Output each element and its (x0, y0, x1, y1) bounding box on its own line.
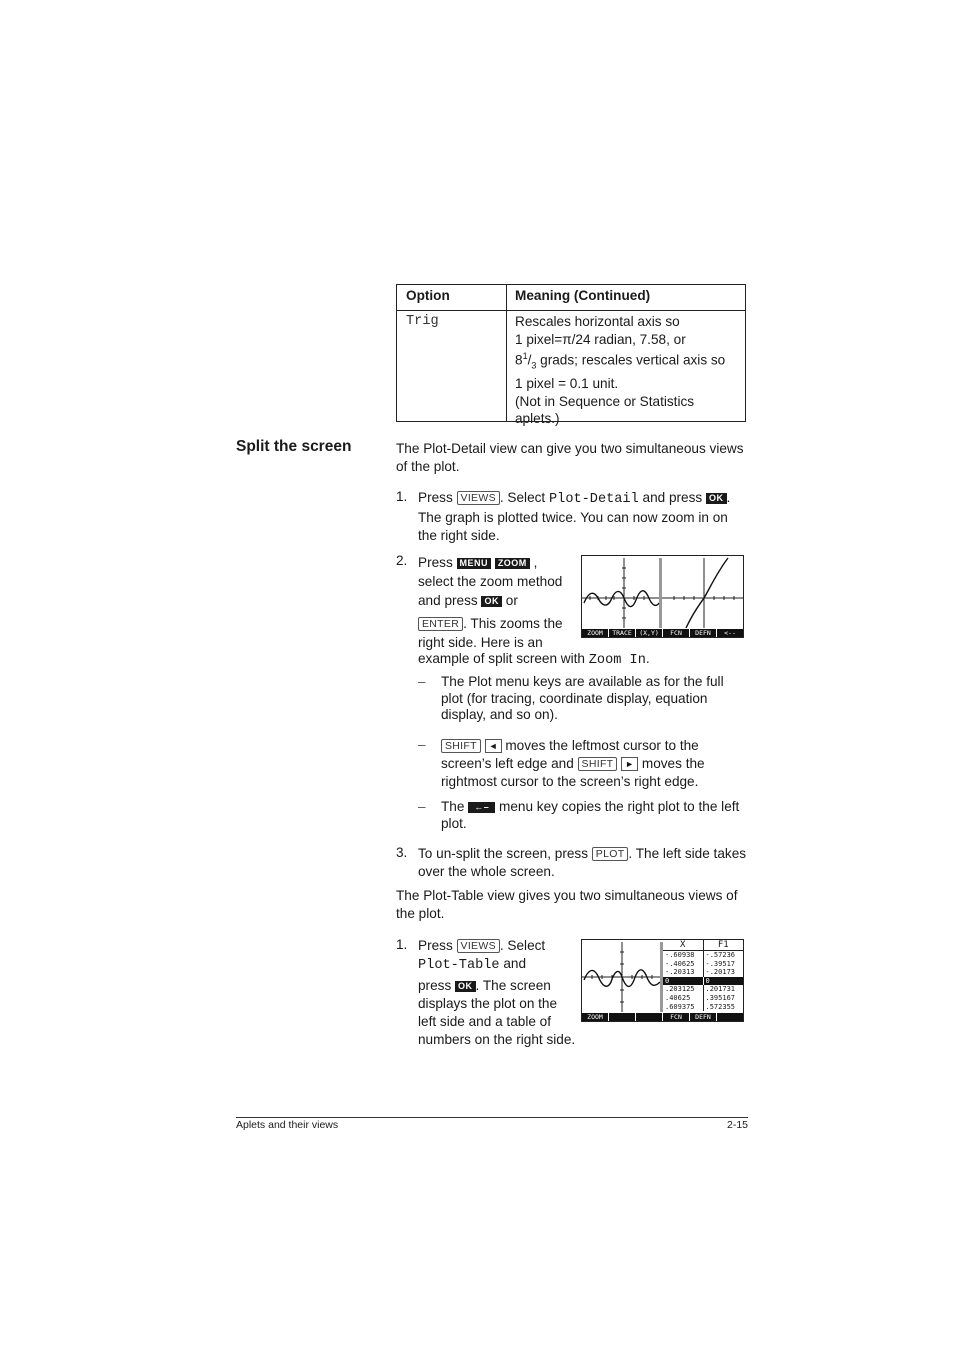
step-text: and press (642, 490, 703, 505)
step-text: To un-split the screen, press (418, 846, 589, 861)
split-plot-graph (582, 556, 743, 637)
table-row[interactable] (663, 968, 743, 977)
screen-softkey[interactable] (609, 1013, 636, 1021)
code-text: Zoom In (588, 653, 646, 668)
step-text: example of split screen with (418, 651, 585, 666)
table-row[interactable] (663, 977, 743, 986)
screen-menu-bar (582, 1013, 743, 1021)
step-text: and press (418, 593, 478, 608)
step-line: numbers on the right side. (418, 1032, 576, 1047)
step-2-continued (418, 650, 748, 670)
meaning-fraction-slash: / (527, 352, 532, 368)
bullet-plot-menu-keys: The Plot menu keys are available as for the full plot (for tracing, coordinate display, equation display, and so on). (441, 674, 724, 722)
bullet-dash: – (418, 737, 426, 752)
screen-softkey[interactable]: TRACE (609, 629, 636, 637)
step-line (418, 955, 583, 975)
table-header-row (663, 940, 743, 951)
intro-paragraph: The Plot-Detail view can give you two simultaneous views of the plot. (396, 441, 744, 474)
table-cell-f1: .395167 (705, 993, 736, 1002)
axis-ticks (590, 568, 644, 618)
table-cell-f1: .201731 (705, 985, 736, 994)
bullet-text: moves the rightmost cursor to the screen’s right edge. (441, 756, 705, 789)
meaning-line: Rescales horizontal axis so (515, 314, 680, 329)
step-1-text (418, 489, 748, 545)
plot-key[interactable]: PLOT (592, 847, 629, 861)
table-cell-f1: 0 (705, 976, 710, 985)
table-header-meaning: Meaning (Continued) (515, 288, 651, 303)
bullet-dash: – (418, 799, 426, 814)
table-header-divider (397, 310, 745, 311)
table-cell-f1: .572355 (705, 1002, 736, 1011)
step-2-text (418, 553, 578, 652)
shift-key[interactable]: SHIFT (578, 757, 618, 771)
step-text: or (505, 593, 518, 608)
step-text: Press (418, 938, 453, 953)
bullet-text: menu key copies the right plot to the left plot. (441, 799, 740, 831)
option-table (396, 284, 746, 427)
meaning-fraction-denominator: 3 (531, 360, 537, 371)
table-cell-x: .203125 (663, 985, 704, 994)
meaning-line: 1 pixel=π/24 radian, 7.58, or (515, 331, 686, 347)
table-body (663, 951, 743, 1011)
views-key[interactable]: VIEWS (457, 491, 500, 505)
table-row[interactable] (663, 960, 743, 969)
sine-curve-right-zoomed (686, 558, 728, 628)
table-column-divider (506, 285, 507, 421)
step-line (418, 937, 583, 955)
values-table (663, 940, 743, 1013)
table-row[interactable] (663, 994, 743, 1003)
right-arrow-key[interactable]: ► (621, 757, 638, 771)
menu-softkey[interactable]: MENU (457, 558, 492, 569)
screen-softkey[interactable]: ZOOM (582, 629, 609, 637)
footer-page-number: 2-15 (726, 1119, 748, 1131)
step-text: press (418, 978, 452, 993)
table-row[interactable] (663, 985, 743, 994)
table-cell-x: -.60938 (663, 951, 704, 960)
table-cell-option: Trig (406, 314, 439, 329)
step-number: 1. (396, 489, 408, 504)
bullet-text: The (441, 799, 465, 814)
section-heading: Split the screen (236, 438, 352, 455)
ok-softkey[interactable]: OK (706, 493, 727, 504)
table-cell-x: .609375 (663, 1003, 704, 1012)
ok-softkey[interactable]: OK (481, 596, 502, 607)
step-text: . The graph is plotted twice. You can now zoom in on the right side. (418, 490, 731, 543)
split-divider (659, 558, 662, 628)
bullet-copy-plot (441, 799, 747, 832)
step-text: and (503, 956, 527, 971)
table-cell-x: -.40625 (663, 960, 704, 969)
meaning-fraction-whole: 8 (515, 352, 523, 368)
step-text: , (533, 555, 538, 570)
step-number: 1. (396, 937, 408, 952)
views-key[interactable]: VIEWS (457, 939, 500, 953)
footer-rule (236, 1117, 748, 1118)
step-line (418, 977, 583, 995)
step-line (418, 591, 578, 610)
code-text: Plot-Table (418, 958, 500, 973)
table-cell-x: 0 (663, 977, 704, 986)
step-text: Press (418, 490, 453, 505)
screen-softkey[interactable]: DEFN (690, 1013, 717, 1021)
screen-softkey[interactable]: FCN (663, 629, 690, 637)
step-number: 3. (396, 845, 408, 860)
step-text: . This zooms the (463, 616, 563, 631)
table-header-option: Option (406, 288, 450, 303)
zoom-softkey[interactable]: ZOOM (495, 558, 530, 569)
step-plot-table-text (418, 937, 583, 1049)
meaning-line: aplets.) (515, 411, 560, 427)
step-text: . The left side takes over the whole screen. (418, 846, 747, 879)
screen-softkey[interactable] (636, 1013, 663, 1021)
screen-softkey[interactable] (717, 1013, 743, 1021)
step-text: . (645, 651, 650, 666)
bullet-shift-cursor (441, 737, 737, 791)
step-line (418, 614, 578, 633)
step-line: select the zoom method (418, 574, 563, 589)
ok-softkey[interactable]: OK (455, 981, 476, 992)
step-line: displays the plot on the (418, 996, 558, 1011)
bullet-dash: – (418, 674, 426, 689)
screen-softkey[interactable]: (X,Y) (636, 629, 663, 637)
left-arrow-key[interactable]: ◄ (485, 739, 502, 753)
screen-softkey[interactable]: ZOOM (582, 1013, 609, 1021)
table-cell-x: -.20313 (663, 968, 704, 977)
enter-key[interactable]: ENTER (418, 617, 463, 631)
code-text: Plot-Detail (549, 492, 639, 507)
step-text: . The screen (475, 978, 551, 993)
table-header-x: X (663, 940, 704, 950)
table-cell-f1: -.57236 (705, 951, 736, 959)
screen-softkey[interactable]: DEFN (690, 629, 717, 637)
step-text: Press (418, 555, 453, 570)
table-cell-f1: -.20173 (705, 968, 736, 977)
meaning-text: grads; rescales vertical axis so (536, 352, 726, 368)
table-cell-f1: -.39517 (705, 959, 736, 968)
step-line: right side. Here is an (418, 635, 543, 650)
table-row[interactable] (663, 951, 743, 960)
step-3-text (418, 845, 748, 881)
calculator-screen-plot-table (581, 939, 744, 1022)
screen-menu-bar (582, 629, 743, 637)
table-header-f1: F1 (717, 940, 729, 950)
meaning-line (515, 348, 743, 375)
step-line (418, 553, 578, 572)
meaning-line: (Not in Sequence or Statistics (515, 393, 695, 409)
screen-softkey[interactable]: <-- (724, 629, 736, 637)
screen-softkey[interactable]: FCN (663, 1013, 690, 1021)
step-text: . Select (499, 490, 546, 505)
calculator-screen-split-plot (581, 555, 744, 638)
meaning-fraction-numerator: 1 (522, 351, 528, 362)
table-cell-x: .40625 (663, 994, 704, 1003)
footer-chapter-title: Aplets and their views (236, 1119, 339, 1131)
sine-curve-left (584, 591, 660, 607)
table-row[interactable] (663, 1003, 743, 1012)
step-text: . Select (499, 938, 546, 953)
meaning-line: 1 pixel = 0.1 unit. (515, 376, 619, 392)
back-arrow-softkey[interactable]: ←– (468, 802, 495, 813)
table-cell-meaning (515, 313, 743, 428)
step-line: left side and a table of (418, 1014, 552, 1029)
shift-key[interactable]: SHIFT (441, 739, 481, 753)
bullet-text: moves the leftmost cursor to the screen’s left edge and (441, 738, 699, 771)
intro-paragraph-plot-table: The Plot-Table view gives you two simultaneous views of the plot. (396, 888, 738, 921)
step-number: 2. (396, 553, 408, 568)
